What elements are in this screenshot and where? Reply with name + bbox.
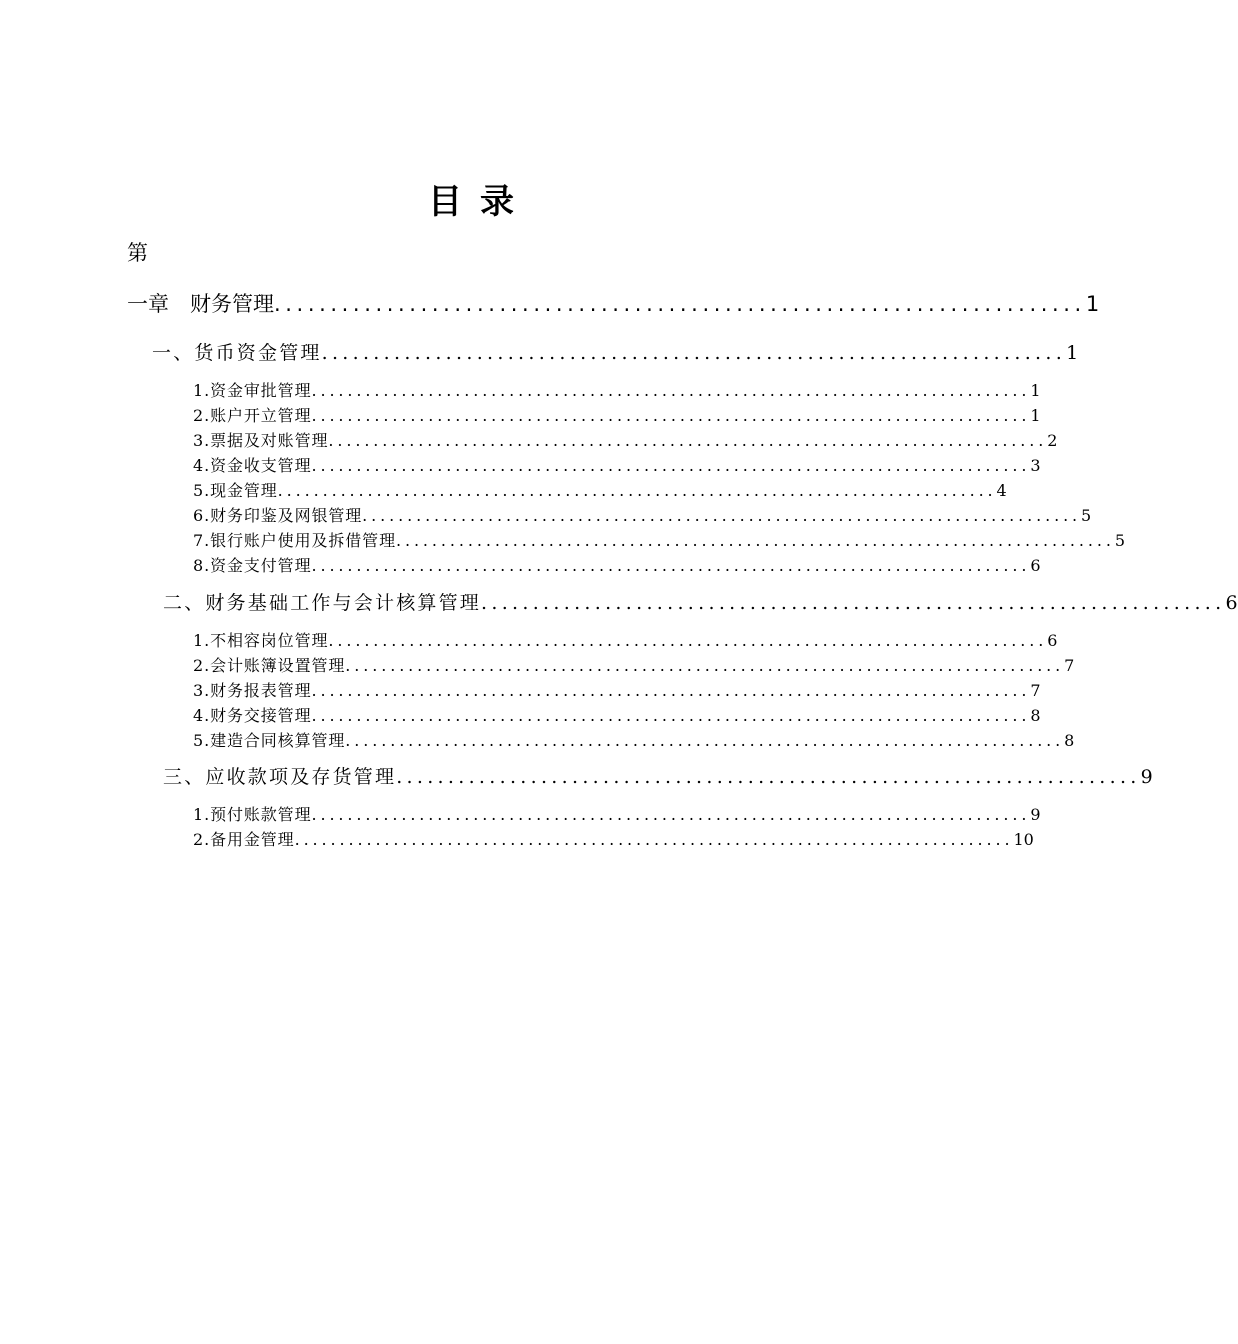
toc-item-page: 9 bbox=[1030, 805, 1041, 824]
dot-leader: ................................................................................ bbox=[345, 656, 1065, 675]
toc-item-label: 6.财务印鉴及网银管理 bbox=[193, 506, 363, 525]
toc-item-entry[interactable] bbox=[193, 653, 1075, 678]
toc-item-label: 5.建造合同核算管理 bbox=[193, 731, 346, 750]
toc-item-entry[interactable] bbox=[193, 703, 1041, 728]
dot-leader: ................................................................................ bbox=[395, 531, 1115, 550]
toc-item-page: 5 bbox=[1114, 531, 1126, 550]
toc-item-label: 2.账户开立管理 bbox=[193, 406, 312, 425]
toc-section-entry[interactable] bbox=[152, 338, 1079, 368]
toc-title: 目录 bbox=[428, 182, 532, 222]
dot-leader: ................................................................................ bbox=[311, 556, 1031, 575]
toc-item-page: 5 bbox=[1081, 506, 1092, 525]
dot-leader: ........................................................................ bbox=[321, 342, 1067, 364]
toc-item-page: 6 bbox=[1047, 631, 1058, 650]
toc-section-entry[interactable] bbox=[163, 588, 1238, 618]
toc-item-label: 5.现金管理 bbox=[193, 481, 278, 500]
toc-section-page: 6 bbox=[1225, 592, 1238, 614]
toc-item-label: 4.财务交接管理 bbox=[193, 706, 312, 725]
dot-leader: ................................................................................ bbox=[311, 706, 1031, 725]
toc-item-page: 8 bbox=[1064, 731, 1075, 750]
toc-item-page: 6 bbox=[1030, 556, 1041, 575]
toc-item-entry[interactable] bbox=[193, 553, 1041, 578]
dot-leader: ................................................................................ bbox=[311, 681, 1031, 700]
toc-item-entry[interactable] bbox=[193, 428, 1058, 453]
toc-item-entry[interactable] bbox=[193, 528, 1126, 553]
toc-item-label: 2.备用金管理 bbox=[193, 830, 295, 849]
toc-item-entry[interactable] bbox=[193, 378, 1041, 403]
toc-item-entry[interactable] bbox=[193, 802, 1041, 827]
toc-item-entry[interactable] bbox=[193, 678, 1041, 703]
toc-item-page: 7 bbox=[1030, 681, 1041, 700]
toc-item-label: 7.银行账户使用及拆借管理 bbox=[193, 531, 396, 550]
toc-item-entry[interactable] bbox=[193, 827, 1034, 852]
toc-item-label: 4.资金收支管理 bbox=[193, 456, 312, 475]
toc-section-label: 三、应收款项及存货管理 bbox=[163, 766, 397, 788]
toc-section-entry[interactable] bbox=[163, 762, 1153, 792]
toc-item-entry[interactable] bbox=[193, 453, 1041, 478]
toc-item-label: 1.不相容岗位管理 bbox=[193, 631, 329, 650]
chapter-prefix: 第 bbox=[127, 241, 148, 265]
dot-leader: ................................................................................ bbox=[328, 631, 1048, 650]
dot-leader: ................................................................................ bbox=[294, 830, 1014, 849]
dot-leader: ........................................................................ bbox=[481, 592, 1226, 614]
dot-leader: ................................................................................ bbox=[311, 381, 1031, 400]
dot-leader: ................................................................................ bbox=[345, 731, 1065, 750]
toc-item-page: 4 bbox=[996, 481, 1007, 500]
toc-item-label: 3.票据及对账管理 bbox=[193, 431, 329, 450]
dot-leader: ................................................................................ bbox=[362, 506, 1082, 525]
toc-item-page: 7 bbox=[1064, 656, 1075, 675]
dot-leader: ................................................................................ bbox=[328, 431, 1048, 450]
toc-item-entry[interactable] bbox=[193, 478, 1007, 503]
toc-chapter-page: 1 bbox=[1085, 292, 1100, 316]
toc-item-label: 8.资金支付管理 bbox=[193, 556, 312, 575]
toc-item-label: 1.预付账款管理 bbox=[193, 805, 312, 824]
toc-item-page: 3 bbox=[1030, 456, 1041, 475]
toc-item-entry[interactable] bbox=[193, 403, 1041, 428]
dot-leader: ................................................................................ bbox=[311, 456, 1031, 475]
dot-leader: ................................................................................ bbox=[311, 406, 1031, 425]
toc-chapter-entry[interactable] bbox=[127, 288, 1100, 320]
toc-item-page: 1 bbox=[1030, 381, 1041, 400]
dot-leader: ................................................................................ bbox=[311, 805, 1031, 824]
toc-item-entry[interactable] bbox=[193, 728, 1075, 753]
dot-leader: ........................................................................ bbox=[396, 766, 1141, 788]
toc-item-label: 3.财务报表管理 bbox=[193, 681, 312, 700]
toc-chapter-label: 一章 财务管理 bbox=[127, 292, 274, 316]
dot-leader: ................................................................................ bbox=[277, 481, 997, 500]
toc-item-label: 1.资金审批管理 bbox=[193, 381, 312, 400]
dot-leader: ........................................................................ bbox=[274, 292, 1086, 316]
toc-item-entry[interactable] bbox=[193, 503, 1092, 528]
toc-section-page: 1 bbox=[1066, 342, 1079, 364]
toc-section-label: 二、财务基础工作与会计核算管理 bbox=[163, 592, 482, 614]
toc-item-page: 8 bbox=[1030, 706, 1041, 725]
toc-item-label: 2.会计账簿设置管理 bbox=[193, 656, 346, 675]
toc-item-page: 2 bbox=[1047, 431, 1058, 450]
toc-section-label: 一、货币资金管理 bbox=[152, 342, 322, 364]
toc-item-entry[interactable] bbox=[193, 628, 1058, 653]
toc-item-page: 10 bbox=[1013, 830, 1034, 849]
toc-item-page: 1 bbox=[1030, 406, 1041, 425]
toc-section-page: 9 bbox=[1140, 766, 1153, 788]
